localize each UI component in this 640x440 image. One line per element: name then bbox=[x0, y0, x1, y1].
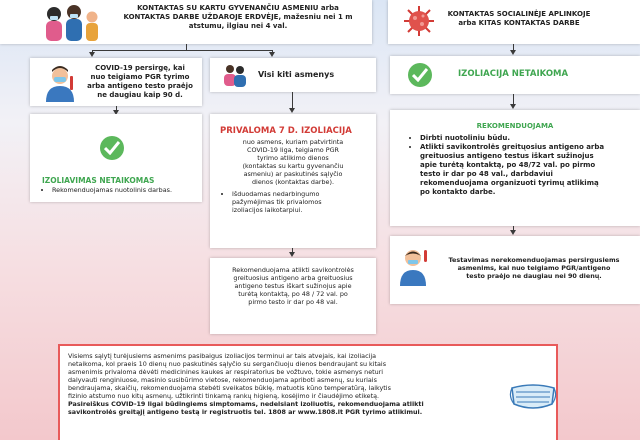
recommended-testing-line: greituosius antigeno testus iškart sužinojus bbox=[420, 152, 594, 160]
recommended-bullet-remote: • Dirbti nuotoliniu būdu. bbox=[420, 134, 630, 143]
testing-not-recommended-line: testo praėjo ne daugiau nei 90 dienų. bbox=[466, 272, 602, 280]
guidance-line: Visiems sąlytį turėjusiems asmenims pasibaigus izoliacijos terminui ar tais atvejais, kai izoliacija bbox=[68, 352, 377, 360]
people-icon bbox=[222, 63, 248, 87]
test-recommendation-box bbox=[210, 258, 376, 334]
check-icon bbox=[408, 63, 432, 87]
mandatory-isolation-text-line: COVID-19 liga, teigiamo PGR bbox=[247, 146, 339, 154]
arrow-icon bbox=[510, 104, 516, 109]
guidance-line: bendraujama, skaičių, rekomenduojama stebėti sveikatos būklę, matuotis kūno temperatūrą, laikytis bbox=[68, 384, 391, 392]
guidance-line: netaikoma, kol praeis 10 dienų nuo paskutinės sąlyčio su sergančiuoju dienos bendraujant su kitais bbox=[68, 360, 387, 368]
test-recommendation-line: antigeno testus iškart sužinojus apie bbox=[234, 282, 352, 290]
mandatory-isolation-bullet-line: pažymėjimas tik privalomos bbox=[232, 198, 322, 206]
recommended-title: REKOMENDUOJAMA bbox=[476, 122, 554, 130]
others-box bbox=[210, 58, 376, 92]
recommended-testing-line: testo ir dar po 48 val., darbdaviui bbox=[420, 170, 553, 178]
general-guidance-box bbox=[58, 344, 558, 440]
household-contact-box bbox=[0, 0, 372, 44]
guidance-line: fizinio atstumo nuo kitų asmenų, užtikrinti tinkamą rankų higieną, kosėjimo ir čiaudėjimo etiketą. bbox=[68, 392, 380, 400]
recovered-line4: ne daugiau kaip 90 d. bbox=[97, 91, 183, 99]
test-recommendation-line: greituosius antigeno arba greituosius bbox=[233, 274, 353, 282]
social-contact-box bbox=[388, 0, 640, 44]
recommended-testing-line: • Atlikti savikontrolės greitųosius antigeno arba bbox=[420, 143, 605, 151]
test-recommendation-line: pirmo testo ir dar po 48 val. bbox=[248, 298, 338, 306]
mandatory-isolation-text-line: nuo asmens, kuriam patvirtinta bbox=[242, 138, 344, 146]
mandatory-isolation-text-line: asmeniu) ar paskutinės sąlyčio bbox=[243, 170, 343, 178]
connector-line bbox=[92, 50, 272, 51]
household-contact-line3: atstumu, ilgiau nei 4 val. bbox=[188, 22, 288, 30]
face-mask-icon bbox=[508, 378, 558, 414]
virus-icon bbox=[402, 4, 436, 38]
fever-person-icon bbox=[398, 246, 430, 286]
guidance-line: dalyvauti renginiuose, masinio susibūrimo vietose, rekomenduojama apriboti asmenų, su kuriais bbox=[68, 376, 377, 384]
mandatory-isolation-title: PRIVALOMA 7 D. IZOLIACIJA bbox=[220, 126, 352, 136]
arrow-icon bbox=[269, 52, 275, 57]
testing-not-recommended-line: Testavimas nerekomenduojamas persirgusiems bbox=[448, 256, 620, 264]
household-contact-line2: KONTAKTAS DARBE UŽDAROJE ERDVĖJE, mažesniu nei 1 m bbox=[123, 13, 353, 21]
mandatory-isolation-bullet-line: • Išduodamas nedarbingumo bbox=[232, 190, 320, 198]
testing-not-recommended-line: asmenims, kai nuo teigiamo PGR/antigeno bbox=[457, 264, 611, 272]
mandatory-isolation-bullet bbox=[232, 190, 372, 214]
arrow-icon bbox=[510, 230, 516, 235]
mandatory-isolation-box bbox=[210, 114, 376, 248]
recommended-testing-line: rekomenduojama organizuoti tyrimų atlikimą bbox=[420, 179, 599, 187]
doctor-icon bbox=[40, 62, 80, 102]
testing-not-recommended-box bbox=[390, 236, 640, 304]
family-icon bbox=[40, 2, 104, 42]
mandatory-isolation-text-line: tyrimo atlikimo dienos bbox=[257, 154, 329, 162]
arrow-icon bbox=[89, 52, 95, 57]
recommended-box bbox=[390, 110, 640, 226]
recommended-bullet-testing bbox=[420, 143, 630, 197]
recovered-line3: arba antigeno testo praėjo bbox=[87, 82, 193, 90]
social-contact-line2: arba KITAS KONTAKTAS DARBE bbox=[458, 19, 580, 27]
social-contact-line1: KONTAKTAS SOCIALINĖJE APLINKOJE bbox=[447, 10, 591, 18]
test-recommendation-line: turėtą kontaktą, po 48 / 72 val. po bbox=[238, 290, 348, 298]
household-contact-line1: KONTAKTAS SU KARTU GYVENANČIU ASMENIU arba bbox=[137, 4, 339, 12]
mandatory-isolation-bullet-line: izoliacijos laikotarpiui. bbox=[232, 206, 303, 214]
recovered-line2: nuo teigiamo PGR tyrimo bbox=[90, 73, 190, 81]
arrow-icon bbox=[289, 252, 295, 257]
no-isolation-right-box bbox=[390, 56, 640, 94]
recommended-testing-line: apie turėtą kontaktą, po 48/72 val. po pirmo bbox=[420, 161, 596, 169]
recommended-testing-line: po kontakto darbe. bbox=[420, 188, 496, 196]
mandatory-isolation-text-line: (kontaktas su kartu gyvenančiu bbox=[242, 162, 344, 170]
guidance-bold-line: Pasireiškus COVID-19 ligai būdingiems simptomams, nedelsiant izoliuotis, rekomenduojama atlikti bbox=[68, 400, 424, 408]
no-isolation-right-label: IZOLIACIJA NETAIKOMA bbox=[458, 69, 569, 79]
others-label: Visi kiti asmenys bbox=[258, 70, 335, 79]
guidance-bold-line: savikontrolės greitąjį antigeno testą ir registruotis tel. 1808 ar www.1808.lt PGR tyrimo atlikimui. bbox=[68, 408, 423, 416]
arrow-icon bbox=[510, 50, 516, 55]
arrow-icon bbox=[289, 108, 295, 113]
guidance-line: asmenimis privaloma dėvėti medicinines kaukes ar respiratorius be vožtuvo, tokie asmenys neturi bbox=[68, 368, 384, 376]
mandatory-isolation-text-line: dienos (kontaktas darbe). bbox=[251, 178, 335, 186]
check-icon bbox=[100, 136, 124, 160]
recovered-box bbox=[30, 58, 202, 106]
no-isolation-left-bullet: • Rekomenduojamas nuotolinis darbas. bbox=[52, 186, 198, 194]
no-isolation-left-title: IZOLIAVIMAS NETAIKOMAS bbox=[42, 176, 155, 185]
no-isolation-left-box bbox=[30, 114, 202, 202]
test-recommendation-line: Rekomenduojama atlikti savikontrolės bbox=[232, 266, 354, 274]
recovered-line1: COVID-19 persirgę, kai bbox=[95, 64, 185, 72]
